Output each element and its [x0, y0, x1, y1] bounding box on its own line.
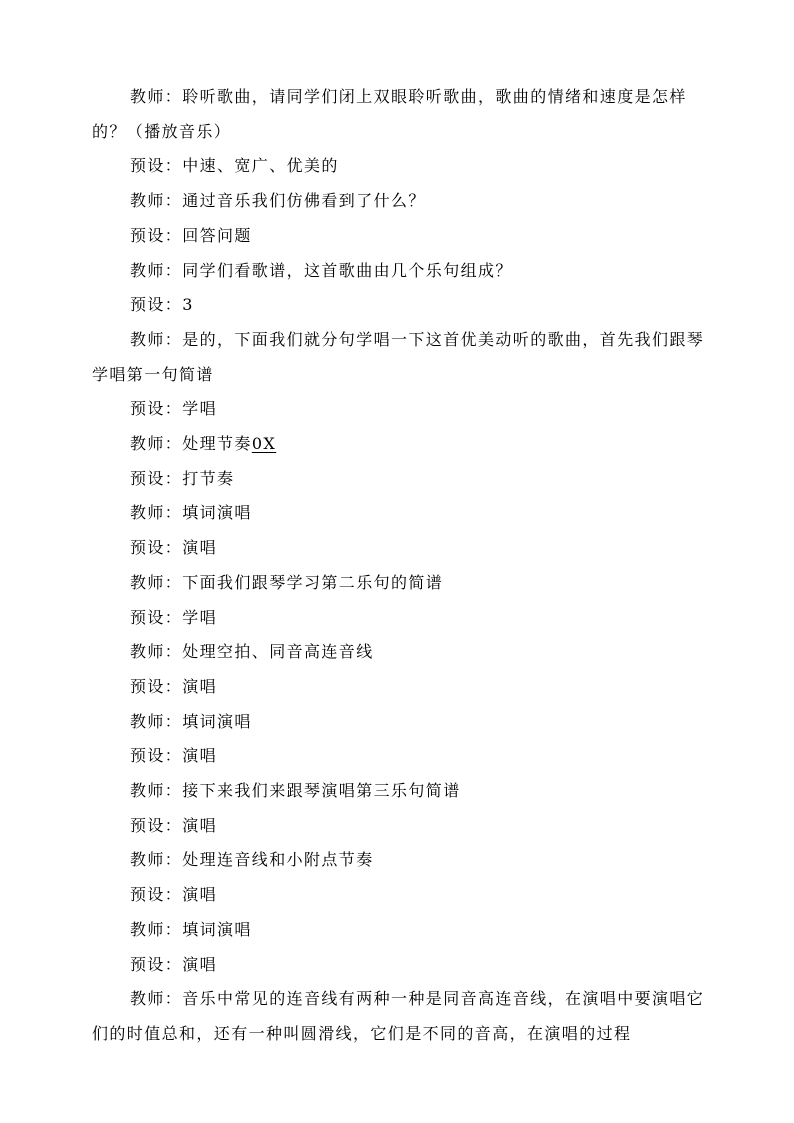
paragraph: 预设：打节奏 — [130, 468, 235, 488]
paragraph: 教师：是的，下面我们就分句学唱一下这首优美动听的歌曲，首先我们跟琴学唱第一句简谱 — [92, 329, 705, 384]
paragraph: 教师：填词演唱 — [130, 503, 252, 523]
paragraph: 教师：通过音乐我们仿佛看到了什么？ — [130, 191, 426, 211]
paragraph: 教师：填词演唱 — [130, 711, 252, 731]
paragraph: 预设：中速、宽广、优美的 — [130, 156, 339, 176]
document-page — [92, 80, 712, 1052]
paragraph: 预设：演唱 — [130, 815, 218, 835]
paragraph: 预设：学唱 — [130, 399, 218, 419]
paragraph: 预设：演唱 — [130, 538, 218, 558]
paragraph: 教师：接下来我们来跟琴演唱第三乐句简谱 — [130, 781, 461, 801]
paragraph: 预设：演唱 — [130, 885, 218, 905]
paragraph: 教师：下面我们跟琴学习第二乐句的简谱 — [130, 572, 444, 592]
paragraph: 教师：处理空拍、同音高连音线 — [130, 642, 374, 662]
paragraph: 预设：演唱 — [130, 676, 218, 696]
paragraph: 教师：处理连音线和小附点节奏 — [130, 850, 374, 870]
paragraph-rhythm — [92, 427, 712, 462]
paragraph: 预设：回答问题 — [130, 225, 252, 245]
rhythm-notation: 0X — [251, 434, 277, 454]
paragraph: 教师：同学们看歌谱，这首歌曲由几个乐句组成？ — [130, 260, 513, 280]
paragraph: 预设：学唱 — [130, 607, 218, 627]
paragraph: 预设：演唱 — [130, 746, 218, 766]
rhythm-text: 教师：处理节奏 — [130, 434, 252, 454]
paragraph: 教师：音乐中常见的连音线有两种一种是同音高连音线，在演唱中要演唱它们的时值总和，还有一种叫圆滑线，它们是不同的音高，在演唱的过程 — [92, 989, 705, 1043]
paragraph: 教师：聆听歌曲，请同学们闭上双眼聆听歌曲，歌曲的情绪和速度是怎样的？（播放音乐） — [92, 87, 687, 141]
paragraph: 教师：填词演唱 — [130, 919, 252, 939]
paragraph: 预设：演唱 — [130, 954, 218, 974]
paragraph: 预设：3 — [130, 295, 194, 315]
